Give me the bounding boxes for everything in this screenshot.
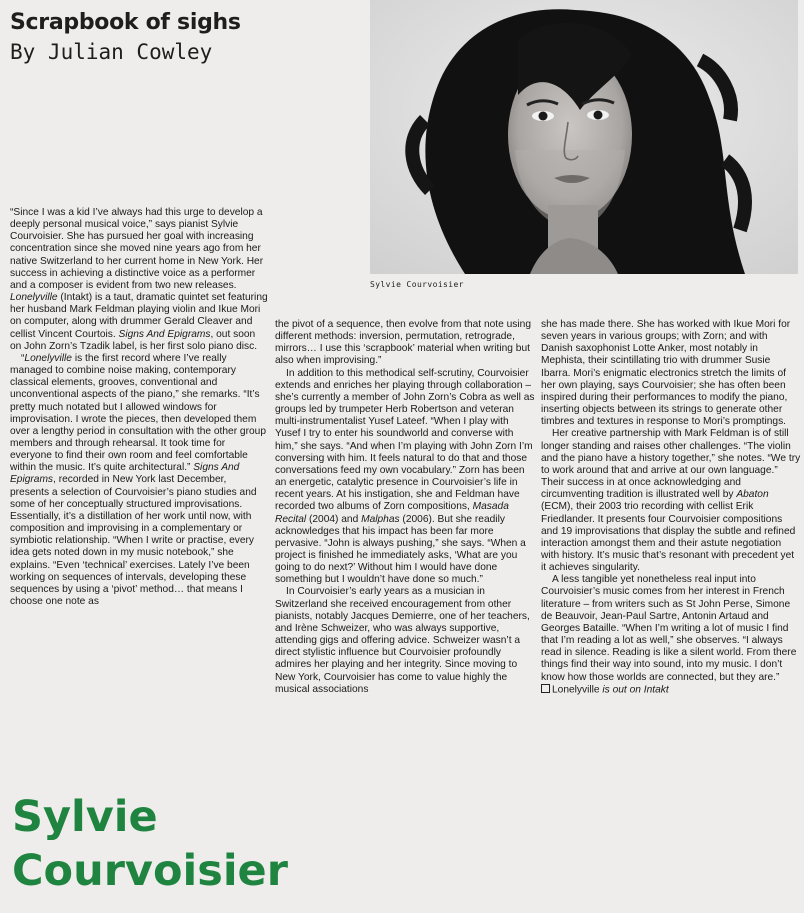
paragraph: A less tangible yet nonetheless real input into Courvoisier’s music comes from her interest in French literature – from writers such as St John Perse, Simone de Beauvoir, Jean-Paul Sartre, Antonin Artaud and Georges Bataille. “When I’m writing a lot of music I find that I’m reading a lot as well,” she observes. “I always read in silence. Reading is like a silent world. From there things find their way into sound, into my music. I don’t know how those worlds are connected, but they are.” [541,574,797,683]
paragraph: she has made there. She has worked with Ikue Mori for seven years in various groups; with Zorn; and with Danish saxophonist Lotte Anker, most notably in Mephista, their scintillating trio with drummer Susie Ibarra. Mori’s enigmatic electronics stretch the limits of her own playing, says Courvoisier; she has often been inspired during their performances to modify the piano, inserting objects between its strings to generate other timbres and textures in response to Mori’s promptings. [541,319,791,428]
portrait-photo [370,0,798,274]
article-column-3 [541,319,801,751]
paragraph: In Courvoisier’s early years as a musician in Switzerland she received encouragement from other pianists, notably Jacques Demierre, one of her teachers, and Irène Schweizer, who was always supportive, attending gigs and offering advice. Schweizer wasn’t a direct stylistic influence but Courvoisier profoundly admires her playing and her integrity. Since moving to New York, Courvoisier has come to value highly the musical associations [275,586,530,695]
byline: By Julian Cowley [10,40,213,64]
article-column-1 [10,207,268,657]
photo-caption: Sylvie Courvoisier [370,280,464,289]
portrait-illustration [370,0,798,274]
paragraph: “Lonelyville is the first record where I’ve really managed to combine noise making, contemporary classical elements, grooves, conventional and unconventional aspects of the piano,” she remarks. “It’s pretty much notated but I allowed windows for improvisation. I wrote the pieces, then developed them over a lengthy period in consultation with the other group members and through rehearsal. It took time for everyone to find their own room and feel comfortable within the music. It’s quite architectural.” Signs And Epigrams, recorded in New York last December, presents a selection of Courvoisier’s piano studies and some of her conceptually structured improvisations. Essentially, it’s a distillation of her work until now, with composition and improvising in a complementary or symbiotic relationship. “When I write or practise, every idea gets noted down in my music notebook,” she explains. “Even ‘technical’ exercises. Lately I’ve been working on sequences of intervals, developing these sequences by using a ‘pivot’ method… that means I choose one note as [10,352,266,607]
featured-name-line-1: Sylvie [12,792,158,842]
paragraph: “Since I was a kid I’ve always had this urge to develop a deeply personal musical voice,” says pianist Sylvie Courvoisier. She has pursued her goal with increasing concentration since she moved nine years ago from her native Switzerland to her current home in New York. Her success in achieving a distinctive voice as a performer and a composer is evident from two new releases. Lonelyville (Intakt) is a taut, dramatic quintet set featuring her husband Mark Feldman playing violin and Ikue Mori on computer, along with drummer Gerald Cleaver and cellist Vincent Courtois. Signs And Epigrams, out soon on John Zorn’s Tzadik label, is her first solo piano disc. [10,207,268,352]
release-note: Lonelyville is out on Intakt [541,684,801,697]
end-mark-icon [541,684,550,693]
article-column-2 [275,319,535,751]
article-title: Scrapbook of sighs [10,10,241,35]
paragraph: In addition to this methodical self-scrutiny, Courvoisier extends and enriches her playing through collaboration – she’s currently a member of John Zorn’s Cobra as well as groups led by trumpeter Herb Robertson and veteran multi-instrumentalist Yusef Lateef. “When I play with Yusef I try to enter his soundworld and converse with him,” she says. “And when I’m playing with John Zorn I’m conversing with him. It feels natural to do that and those conversations feed my own vocabulary.” Zorn has been an energetic, catalytic presence in Courvoisier’s life in recent years. At his instigation, she and Feldman have recorded two albums of Zorn compositions, Masada Recital (2004) and Malphas (2006). But she readily acknowledges that his impact has been far more pervasive. “John is always pushing,” she says. “When a project is finished he immediately asks, ‘What are you going to do next?’ Without him I would have done something but I wouldn’t have done so much.” [275,367,535,586]
paragraph: Her creative partnership with Mark Feldman is of still longer standing and raises other challenges. “The violin and the piano have a history together,” she notes. “We try to work around that and arrive at our own language.” Their success in at once acknowledging and circumventing tradition is illustrated well by Abaton (ECM), their 2003 trio recording with cellist Erik Friedlander. It presents four Courvoisier compositions and 19 improvisations that display the subtle and refined interaction amongst them and their astute negotiation with history. It’s music that’s resonant with precedent yet it achieves singularity. [541,428,801,574]
featured-name [12,790,288,898]
paragraph: the pivot of a sequence, then evolve from that note using different methods: inversion, permutation, retrograde, mirrors… I use this ‘scrapbook’ material when writing but also when improvising.” [275,319,531,367]
featured-name-line-2: Courvoisier [12,846,288,896]
